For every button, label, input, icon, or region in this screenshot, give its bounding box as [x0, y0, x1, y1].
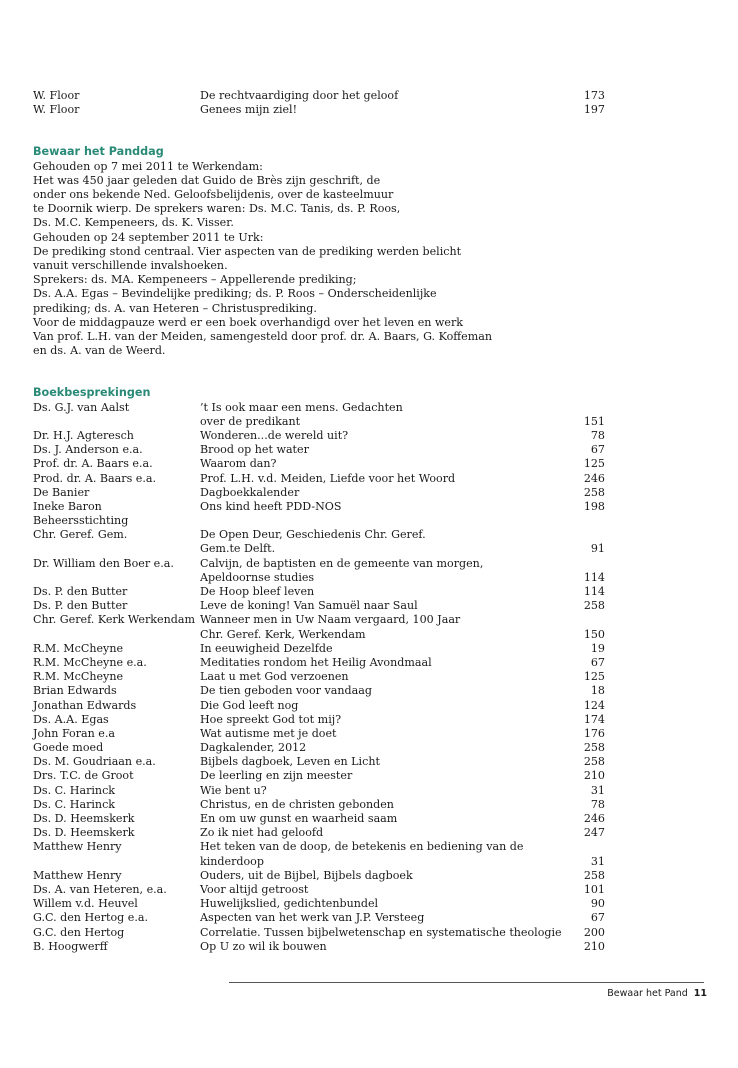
index-row [33, 415, 605, 429]
page-footer [607, 988, 707, 999]
paragraph-line: Gehouden op 24 september 2011 te Urk: [33, 230, 264, 244]
paragraph-line: Ds. M.C. Kempeneers, ds. K. Visser. [33, 216, 234, 230]
top-index-list [33, 89, 605, 117]
index-page-number: 246 [583, 471, 605, 485]
index-row [33, 940, 605, 954]
index-page-number: 174 [583, 712, 605, 726]
document-body [33, 89, 605, 954]
index-row [33, 769, 605, 783]
index-page-number: 173 [583, 89, 605, 102]
paragraph-line: prediking; ds. A. van Heteren – Christusprediking. [33, 301, 317, 315]
index-page-number: 19 [590, 641, 605, 655]
index-author: W. Floor [33, 103, 80, 117]
index-title: ’t Is ook maar een mens. Gedachten [200, 400, 403, 414]
section-heading-panddag: Bewaar het Panddag [33, 145, 164, 159]
index-page-number: 124 [583, 698, 605, 712]
index-page-number: 197 [583, 103, 605, 117]
index-author: Prod. dr. A. Baars e.a. [33, 471, 157, 485]
index-title: De Hoop bleef leven [200, 585, 315, 599]
index-title: kinderdoop [200, 854, 264, 868]
index-page-number: 198 [583, 499, 605, 513]
index-author: Ds. D. Heemskerk [33, 826, 135, 840]
paragraph-line: vanuit verschillende invalshoeken. [33, 258, 228, 272]
index-author: Ineke Baron [33, 499, 102, 513]
index-title: Wanneer men in Uw Naam vergaard, 100 Jaar [200, 613, 461, 627]
index-row [33, 472, 605, 486]
index-author: Willem v.d. Heuvel [33, 897, 138, 911]
index-title: Calvijn, de baptisten en de gemeente van morgen, [200, 556, 484, 570]
index-row [33, 599, 605, 613]
paragraph-line: Van prof. L.H. van der Meiden, samengesteld door prof. dr. A. Baars, G. Koffeman [33, 330, 493, 343]
index-author: Ds. P. den Butter [33, 599, 128, 613]
index-row [33, 585, 605, 599]
index-row [33, 514, 605, 528]
index-row [33, 784, 605, 798]
index-title: De tien geboden voor vandaag [200, 684, 372, 698]
index-row [33, 926, 605, 940]
index-title: Correlatie. Tussen bijbelwetenschap en systematische theologie [200, 925, 562, 939]
index-row [33, 713, 605, 727]
index-page-number: 114 [583, 570, 605, 584]
index-title: Brood op het water [200, 443, 309, 457]
index-row [33, 812, 605, 826]
index-row [33, 500, 605, 514]
index-page-number: 258 [583, 485, 605, 499]
index-title: Ons kind heeft PDD-NOS [200, 499, 342, 513]
index-title: De leerling en zijn meester [200, 769, 353, 783]
index-author: Matthew Henry [33, 840, 122, 854]
index-title: Hoe spreekt God tot mij? [200, 712, 342, 726]
panddag-paragraph [33, 160, 605, 359]
index-title: Meditaties rondom het Heilig Avondmaal [200, 655, 432, 669]
index-author: Drs. T.C. de Groot [33, 769, 134, 783]
index-page-number: 31 [590, 783, 605, 797]
index-page-number: 258 [583, 599, 605, 613]
index-author: Ds. G.J. van Aalst [33, 400, 130, 414]
index-page-number: 176 [583, 726, 605, 740]
index-page-number: 125 [583, 670, 605, 684]
index-row [33, 826, 605, 840]
index-author: Matthew Henry [33, 868, 122, 882]
index-title: Die God leeft nog [200, 698, 299, 712]
index-row [33, 897, 605, 911]
paragraph-line: en ds. A. van de Weerd. [33, 344, 166, 358]
index-author: G.C. den Hertog [33, 925, 125, 939]
index-row [33, 869, 605, 883]
index-row [33, 401, 605, 415]
index-row [33, 542, 605, 556]
index-row [33, 103, 605, 117]
paragraph-line: Sprekers: ds. MA. Kempeneers – Appellerende prediking; [33, 273, 357, 287]
index-title: Christus, en de christen gebonden [200, 797, 394, 811]
index-author: Dr. H.J. Agteresch [33, 428, 134, 442]
index-page-number: 67 [590, 655, 605, 669]
index-author: Ds. C. Harinck [33, 783, 116, 797]
index-title: Waarom dan? [200, 457, 277, 471]
index-author: W. Floor [33, 89, 80, 102]
index-title: Chr. Geref. Kerk, Werkendam [200, 627, 366, 641]
page-number: 11 [693, 988, 707, 999]
index-page-number: 151 [583, 414, 605, 428]
index-title: Voor altijd getroost [200, 882, 309, 896]
index-row [33, 727, 605, 741]
index-row [33, 911, 605, 925]
index-author: R.M. McCheyne e.a. [33, 655, 147, 669]
book-review-list [33, 401, 605, 954]
index-page-number: 31 [590, 854, 605, 868]
index-author: Dr. William den Boer e.a. [33, 556, 174, 570]
index-title: Gem.te Delft. [200, 542, 276, 556]
index-author: Chr. Geref. Gem. [33, 528, 128, 542]
footer-label: Bewaar het Pand [607, 988, 688, 999]
index-page-number: 258 [583, 741, 605, 755]
index-page-number: 78 [590, 428, 605, 442]
section-heading-boekbesprekingen: Boekbesprekingen [33, 386, 151, 400]
index-row [33, 699, 605, 713]
index-page-number: 125 [583, 457, 605, 471]
index-page-number: 90 [590, 897, 605, 911]
index-title: In eeuwigheid Dezelfde [200, 641, 333, 655]
index-row [33, 628, 605, 642]
index-author: Ds. M. Goudriaan e.a. [33, 755, 156, 769]
index-author: De Banier [33, 485, 90, 499]
index-page-number: 258 [583, 868, 605, 882]
paragraph-line: De prediking stond centraal. Vier aspecten van de prediking werden belicht [33, 244, 462, 258]
index-row [33, 486, 605, 500]
index-title: Dagboekkalender [200, 485, 300, 499]
index-title: De rechtvaardiging door het geloof [200, 89, 399, 102]
index-page-number: 258 [583, 755, 605, 769]
index-title: Laat u met God verzoenen [200, 670, 349, 684]
index-page-number: 67 [590, 911, 605, 925]
index-title: Prof. L.H. v.d. Meiden, Liefde voor het Woord [200, 471, 456, 485]
index-author: R.M. McCheyne [33, 670, 124, 684]
index-author: R.M. McCheyne [33, 641, 124, 655]
index-row [33, 883, 605, 897]
index-author: Ds. D. Heemskerk [33, 812, 135, 826]
index-title: En om uw gunst en waarheid saam [200, 812, 398, 826]
index-title: Op U zo wil ik bouwen [200, 939, 327, 953]
index-row [33, 528, 605, 542]
index-page-number: 78 [590, 797, 605, 811]
index-author: Chr. Geref. Kerk Werkendam [33, 613, 195, 627]
index-title: Leve de koning! Van Samuël naar Saul [200, 599, 418, 613]
paragraph-line: Ds. A.A. Egas – Bevindelijke prediking; ds. P. Roos – Onderscheidenlijke [33, 287, 437, 301]
index-author: Ds. C. Harinck [33, 797, 116, 811]
index-row [33, 571, 605, 585]
index-author: B. Hoogwerff [33, 939, 108, 953]
index-page-number: 246 [583, 812, 605, 826]
index-author: John Foran e.a [33, 726, 116, 740]
index-page-number: 67 [590, 443, 605, 457]
index-page-number: 210 [583, 939, 605, 953]
index-page-number: 200 [583, 925, 605, 939]
index-author: Goede moed [33, 741, 104, 755]
paragraph-line: Het was 450 jaar geleden dat Guido de Brès zijn geschrift, de [33, 173, 381, 187]
index-title: Dagkalender, 2012 [200, 741, 307, 755]
paragraph-line: Voor de middagpauze werd er een boek overhandigd over het leven en werk [33, 315, 464, 329]
index-title: Genees mijn ziel! [200, 103, 298, 117]
index-row [33, 670, 605, 684]
index-title: Wie bent u? [200, 783, 267, 797]
index-author: Brian Edwards [33, 684, 117, 698]
index-page-number: 150 [583, 627, 605, 641]
index-page-number: 210 [583, 769, 605, 783]
paragraph-line: Gehouden op 7 mei 2011 te Werkendam: [33, 159, 263, 173]
index-author: Ds. A. van Heteren, e.a. [33, 882, 167, 896]
index-row [33, 855, 605, 869]
index-row [33, 429, 605, 443]
index-author: Beheersstichting [33, 514, 129, 528]
index-page-number: 247 [583, 826, 605, 840]
paragraph-line: te Doornik wierp. De sprekers waren: Ds. M.C. Tanis, ds. P. Roos, [33, 202, 401, 216]
index-title: Bijbels dagboek, Leven en Licht [200, 755, 380, 769]
index-row [33, 642, 605, 656]
index-title: Wonderen...de wereld uit? [200, 428, 349, 442]
index-author: G.C. den Hertog e.a. [33, 911, 149, 925]
index-title: Ouders, uit de Bijbel, Bijbels dagboek [200, 868, 413, 882]
footer-rule [229, 982, 704, 983]
index-page-number: 91 [590, 542, 605, 556]
index-page-number: 18 [590, 684, 605, 698]
index-title: Zo ik niet had geloofd [200, 826, 324, 840]
index-row [33, 798, 605, 812]
index-row [33, 613, 605, 627]
index-title: Wat autisme met je doet [200, 726, 337, 740]
index-author: Ds. J. Anderson e.a. [33, 443, 143, 457]
index-row [33, 741, 605, 755]
index-row [33, 557, 605, 571]
index-author: Ds. P. den Butter [33, 585, 128, 599]
index-title: Het teken van de doop, de betekenis en bediening van de [200, 840, 524, 854]
index-title: Apeldoornse studies [200, 570, 315, 584]
index-title: over de predikant [200, 414, 301, 428]
index-page-number: 114 [583, 585, 605, 599]
index-author: Jonathan Edwards [33, 698, 137, 712]
index-row [33, 684, 605, 698]
index-title: Aspecten van het werk van J.P. Versteeg [200, 911, 425, 925]
index-author: Ds. A.A. Egas [33, 712, 109, 726]
index-row [33, 840, 605, 854]
index-row [33, 457, 605, 471]
index-page-number: 101 [583, 882, 605, 896]
index-title: Huwelijkslied, gedichtenbundel [200, 897, 379, 911]
index-row [33, 443, 605, 457]
index-author: Prof. dr. A. Baars e.a. [33, 457, 153, 471]
index-row [33, 656, 605, 670]
paragraph-line: onder ons bekende Ned. Geloofsbelijdenis, over de kasteelmuur [33, 187, 394, 201]
index-title: De Open Deur, Geschiedenis Chr. Geref. [200, 528, 426, 542]
index-row [33, 89, 605, 103]
index-row [33, 755, 605, 769]
